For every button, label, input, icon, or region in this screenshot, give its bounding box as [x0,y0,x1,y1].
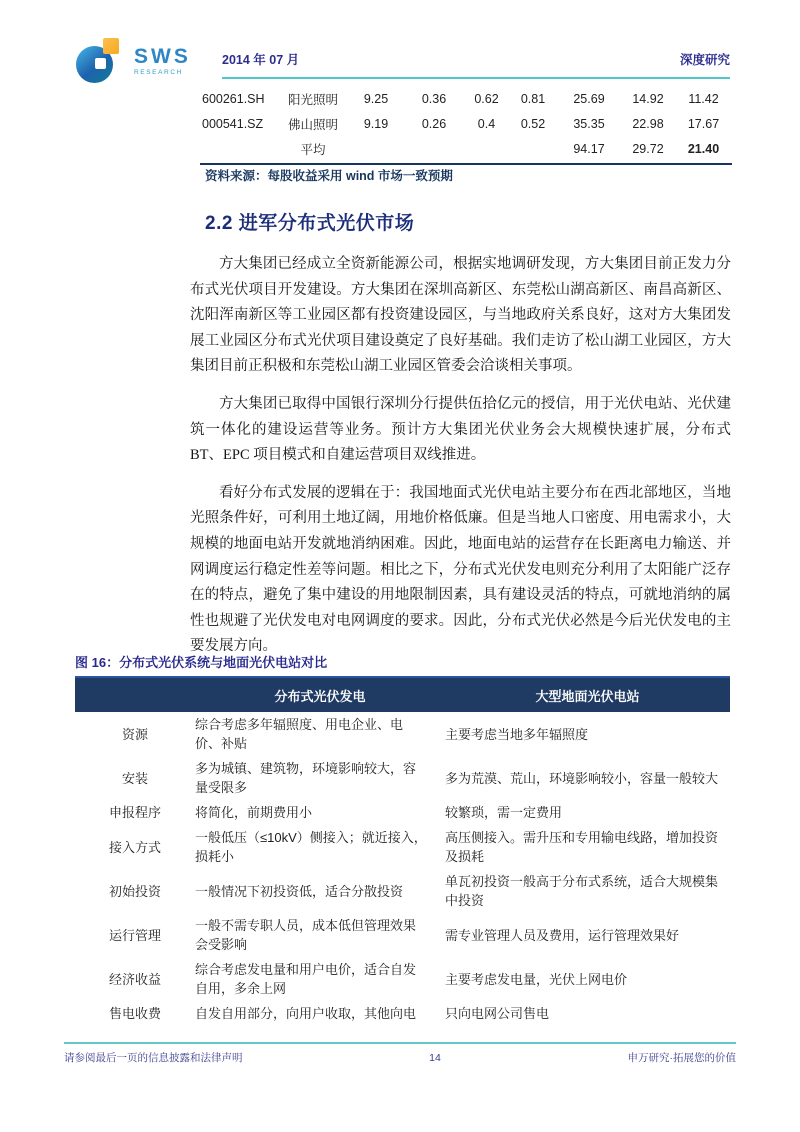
stock-code: 600261.SH [202,91,265,106]
comparison-row [75,800,730,825]
stock-value: 0.4 [477,116,496,131]
stock-name: 平均 [300,142,326,157]
stock-value: 25.69 [573,91,605,106]
cell-ground: 高压侧接入。需升压和专用输电线路，增加投资及损耗 [445,830,719,864]
stock-value: 22.98 [632,116,664,131]
footer-disclaimer: 请参阅最后一页的信息披露和法律声明 [64,1052,243,1064]
cell-distributed: 自发自用部分，向用户收取，其他向电 [195,1006,417,1021]
comparison-row [75,913,730,957]
cell-distributed: 将简化，前期费用小 [195,805,313,820]
page-footer [64,1042,736,1065]
cell-ground: 多为荒漠、荒山，环境影响较小，容量一般较大 [445,770,719,786]
stock-value: 14.92 [632,91,664,106]
stock-name: 阳光照明 [287,92,338,107]
paragraph: 方大集团已经成立全资新能源公司，根据实地调研发现，方大集团目前正发力分布式光伏项目开发建设。方大集团在深圳高新区、东莞松山湖高新区、南昌高新区、沈阳浑南新区等工业园区都有投资建设园区，与当地政府关系良好，这对方大集团发展工业园区分布式光伏项目建设奠定了良好基础。我们走访了松山湖工业园区，方大集团目前正积极和东莞松山湖工业园区管委会洽谈相关事项。 [190,256,731,375]
header-cell-ground: 大型地面光伏电站 [535,688,640,704]
cell-distributed: 多为城镇、建筑物，环境影响较大，容量受限多 [195,761,417,795]
stock-value: 9.19 [363,116,389,131]
paragraph: 方大集团已取得中国银行深圳分行提供伍拾亿元的授信，用于光伏电站、光伏建筑一体化的建设运营等业务。预计方大集团光伏业务会大规模快速扩展，分布式 BT、EPC 项目模式和自建运营项目双线推进。 [190,395,731,464]
stock-value: 29.72 [632,141,664,156]
logo-brand-text: SWS [134,44,191,68]
logo-square-shape [103,38,119,54]
stock-value: 0.62 [474,91,499,106]
comparison-row [75,712,730,756]
footer-slogan: 申万研究·拓展您的价值 [627,1052,736,1064]
table-row [200,111,732,136]
row-label: 运行管理 [108,927,161,943]
stock-value: 17.67 [687,116,720,131]
figure-title: 图 16：分布式光伏系统与地面光伏电站对比 [75,655,328,670]
logo-text [134,44,191,76]
row-label: 经济收益 [108,971,161,987]
stock-value: 0.36 [421,91,447,106]
row-label: 安装 [121,770,148,786]
cell-ground: 较繁琐，需一定费用 [445,805,563,820]
sws-logo [76,38,191,84]
cell-ground: 单瓦初投资一般高于分布式系统，适合大规模集中投资 [445,874,719,908]
stock-value: 35.35 [573,116,605,131]
cell-distributed: 综合考虑多年辐照度、用电企业、电价、补贴 [195,717,404,751]
comparison-row [75,869,730,913]
comparison-row [75,756,730,800]
logo-sub-text: RESEARCH [134,68,183,76]
comparison-table-header [75,678,730,712]
stock-value: 0.81 [520,91,546,106]
page-header [222,50,730,79]
stock-value: 0.26 [421,116,447,131]
stock-code: 000541.SZ [202,116,264,131]
comparison-row [75,957,730,1001]
report-date: 2014 年 07 月 [222,53,300,67]
stock-name: 佛山照明 [287,117,338,132]
stock-table [200,86,732,165]
cell-distributed: 一般情况下初投资低，适合分散投资 [195,883,404,899]
cell-ground: 主要考虑当地多年辐照度 [445,726,589,742]
report-type: 深度研究 [679,53,730,67]
row-label: 初始投资 [108,883,161,899]
stock-value: 9.25 [363,91,389,106]
source-note: 资料来源：每股收益采用 wind 市场一致预期 [205,169,453,183]
comparison-row [75,825,730,869]
stock-value: 0.52 [520,116,546,131]
cell-ground: 主要考虑发电量，光伏上网电价 [445,971,628,987]
stock-value: 11.42 [688,91,719,106]
table-row-average [200,136,732,161]
section-heading: 2.2 进军分布式光伏市场 [205,213,415,234]
stock-value: 94.17 [573,141,605,156]
footer-page-number: 14 [429,1051,441,1064]
cell-distributed: 一般低压（≤10kV）侧接入；就近接入，损耗小 [195,830,427,864]
header-cell-distributed: 分布式光伏发电 [274,688,366,704]
logo-notch-shape [95,58,106,69]
row-label: 申报程序 [108,805,161,820]
paragraph: 看好分布式发展的逻辑在于：我国地面式光伏电站主要分布在西北部地区，当地光照条件好，可利用土地辽阔，用地价格低廉。但是当地人口密度、用电需求小，大规模的地面电站开发就地消纳困难。因此，地面电站的运营存在长距离电力输送、并网调度运行稳定性差等问题。相比之下，分布式光伏发电则充分利用了太阳能广泛存在的特点，避免了集中建设的用地限制因素，具有建设灵活的特点，可就地消纳的属性也规避了光伏发电对电网调度的要求。因此，分布式光伏必然是今后光伏发电的主要发展方向。 [190,484,731,655]
figure-16 [75,652,730,1026]
table-row [200,86,732,111]
cell-ground: 只向电网公司售电 [445,1006,550,1021]
cell-ground: 需专业管理人员及费用，运行管理效果好 [445,927,680,943]
row-label: 资源 [121,726,148,742]
comparison-row [75,1001,730,1026]
row-label: 售电收费 [108,1006,161,1021]
stock-value-average-bold: 21.40 [687,141,720,156]
sws-logo-icon [76,38,124,84]
section-body [190,252,731,672]
cell-distributed: 综合考虑发电量和用户电价，适合自发自用，多余上网 [195,962,417,996]
cell-distributed: 一般不需专职人员，成本低但管理效果会受影响 [195,918,417,952]
row-label: 接入方式 [108,839,161,855]
